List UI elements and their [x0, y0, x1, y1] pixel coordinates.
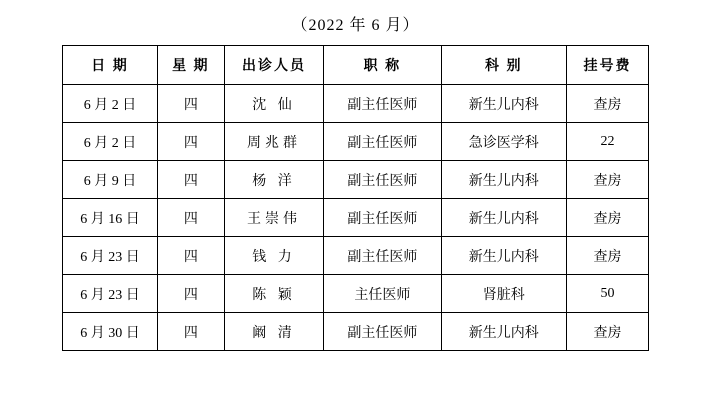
table-row	[63, 237, 649, 275]
cell-week: 四	[157, 199, 224, 237]
table-body	[63, 85, 649, 351]
cell-doctor: 钱 力	[224, 237, 324, 275]
cell-date: 6 月 23 日	[63, 237, 158, 275]
table-row	[63, 123, 649, 161]
cell-title: 主任医师	[324, 275, 441, 313]
cell-fee: 查房	[566, 313, 648, 351]
column-header-doctor: 出诊人员	[224, 46, 324, 85]
cell-date: 6 月 2 日	[63, 85, 158, 123]
cell-week: 四	[157, 275, 224, 313]
cell-dept: 新生儿内科	[441, 85, 566, 123]
column-header-week: 星 期	[157, 46, 224, 85]
table-row	[63, 85, 649, 123]
cell-dept: 新生儿内科	[441, 237, 566, 275]
cell-doctor: 王崇伟	[224, 199, 324, 237]
cell-date: 6 月 16 日	[63, 199, 158, 237]
cell-dept: 新生儿内科	[441, 313, 566, 351]
table-row	[63, 199, 649, 237]
cell-fee: 查房	[566, 161, 648, 199]
cell-title: 副主任医师	[324, 237, 441, 275]
cell-date: 6 月 30 日	[63, 313, 158, 351]
column-header-date: 日 期	[63, 46, 158, 85]
cell-title: 副主任医师	[324, 123, 441, 161]
table-row	[63, 161, 649, 199]
cell-date: 6 月 23 日	[63, 275, 158, 313]
cell-dept: 肾脏科	[441, 275, 566, 313]
schedule-table	[62, 45, 649, 351]
cell-week: 四	[157, 85, 224, 123]
cell-fee: 查房	[566, 237, 648, 275]
cell-fee: 50	[566, 275, 648, 313]
cell-title: 副主任医师	[324, 161, 441, 199]
cell-title: 副主任医师	[324, 199, 441, 237]
cell-doctor: 陈 颖	[224, 275, 324, 313]
schedule-table-container	[0, 45, 711, 351]
cell-date: 6 月 2 日	[63, 123, 158, 161]
table-row	[63, 313, 649, 351]
cell-dept: 急诊医学科	[441, 123, 566, 161]
cell-fee: 查房	[566, 85, 648, 123]
cell-week: 四	[157, 161, 224, 199]
cell-date: 6 月 9 日	[63, 161, 158, 199]
column-header-dept: 科 别	[441, 46, 566, 85]
cell-week: 四	[157, 123, 224, 161]
cell-doctor: 阚 清	[224, 313, 324, 351]
table-header	[63, 46, 649, 85]
table-header-row	[63, 46, 649, 85]
table-row	[63, 275, 649, 313]
cell-week: 四	[157, 237, 224, 275]
cell-fee: 查房	[566, 199, 648, 237]
column-header-title: 职 称	[324, 46, 441, 85]
cell-week: 四	[157, 313, 224, 351]
cell-dept: 新生儿内科	[441, 161, 566, 199]
cell-fee: 22	[566, 123, 648, 161]
cell-doctor: 杨 洋	[224, 161, 324, 199]
page-title: （2022 年 6 月）	[291, 17, 420, 34]
column-header-fee: 挂号费	[566, 46, 648, 85]
cell-doctor: 周兆群	[224, 123, 324, 161]
cell-title: 副主任医师	[324, 313, 441, 351]
cell-dept: 新生儿内科	[441, 199, 566, 237]
cell-doctor: 沈 仙	[224, 85, 324, 123]
cell-title: 副主任医师	[324, 85, 441, 123]
